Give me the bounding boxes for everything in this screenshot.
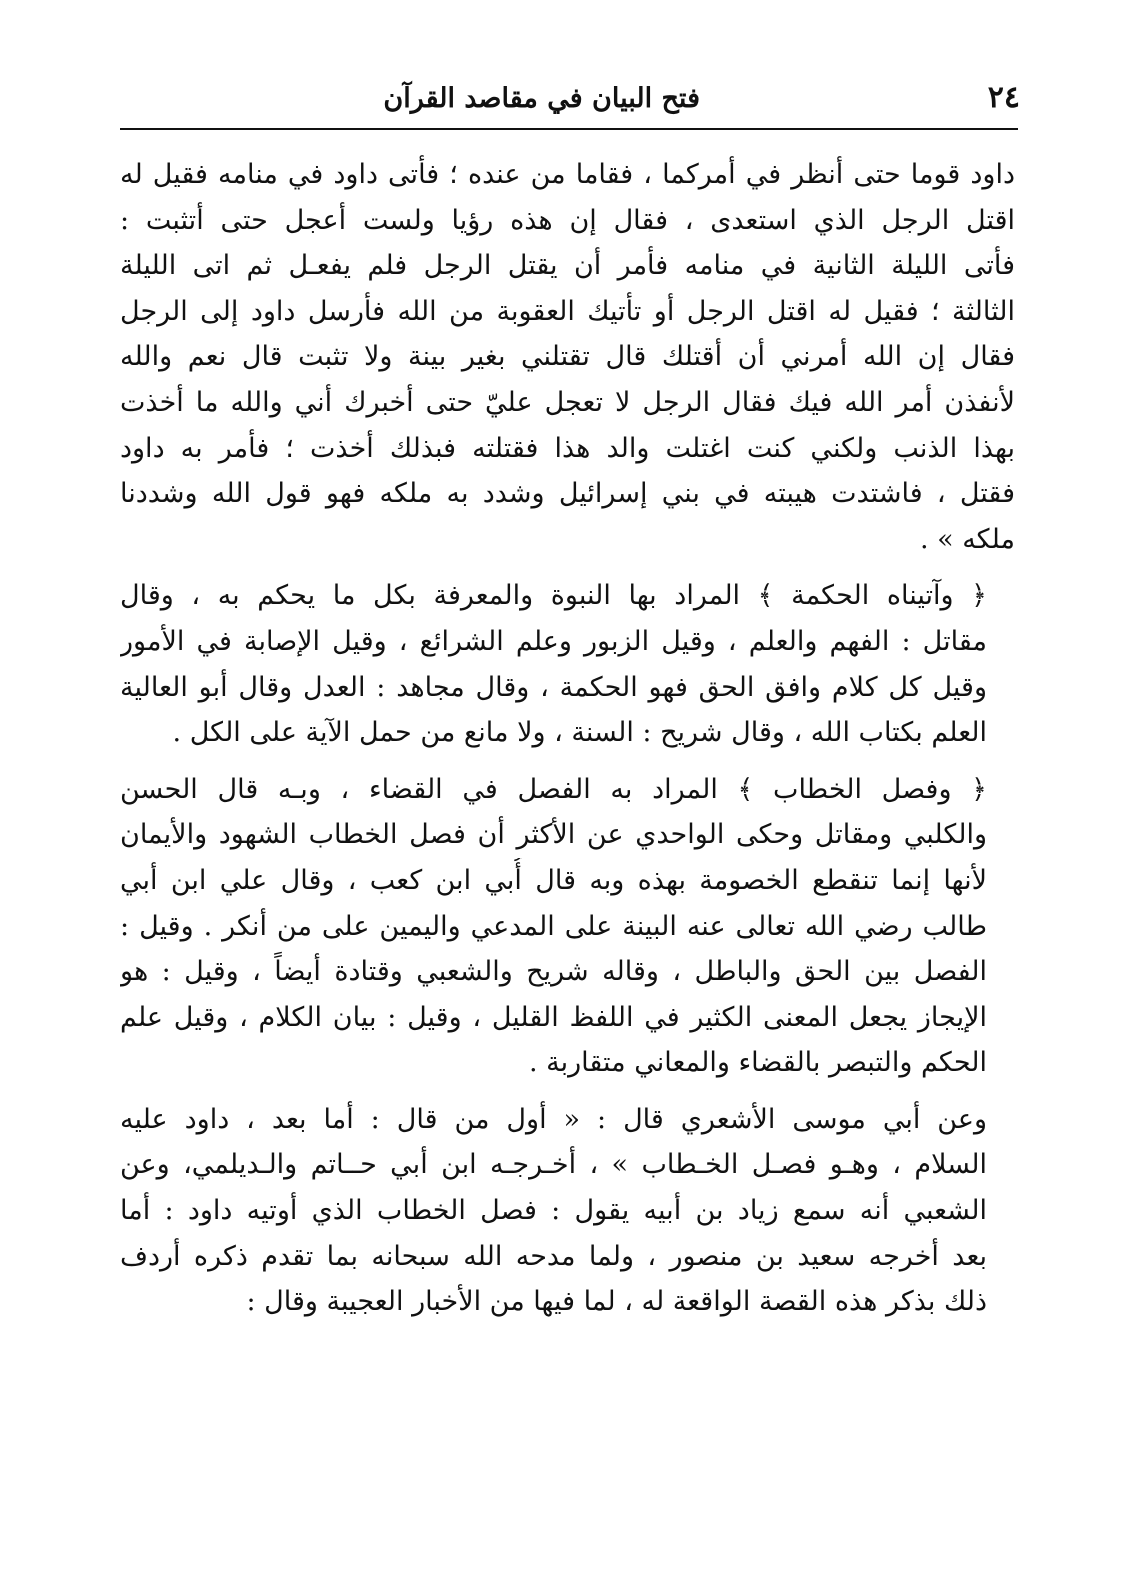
text-line: فقال إن الله أمرني أن أقتلك قال تقتلني بغير بينة ولا تثبت قال نعم والله: [120, 341, 1015, 373]
text-line: العلم بكتاب الله ، وقال شريح : السنة ، ولا مانع من حمل الآية على الكل .: [172, 717, 987, 749]
text-line: الثالثة ؛ فقيل له اقتل الرجل أو تأتيك العقوبة من الله فأرسل داود إلى الرجل: [120, 295, 1015, 327]
text-line: الإيجاز يجعل المعنى الكثير في اللفظ القليل ، وقيل : بيان الكلام ، وقيل علم: [120, 1001, 987, 1033]
text-line: داود قوما حتى أنظر في أمركما ، فقاما من عنده ؛ فأتى داود في منامه فقيل له: [120, 159, 1015, 190]
text-line: وقيل كل كلام وافق الحق فهو الحكمة ، وقال مجاهد : العدل وقال أبو العالية: [120, 671, 987, 703]
paragraph: [120, 767, 1015, 1086]
paragraph: [120, 1097, 1015, 1325]
body-text: [120, 152, 1015, 1336]
text-line: وعن أبي موسى الأشعري قال : « أول من قال : أما بعد ، داود عليه: [120, 1103, 987, 1135]
text-line: فأتى الليلة الثانية في منامه فأمر أن يقتل الرجل فلم يفعـل ثم اتى الليلة: [120, 250, 1015, 282]
text-line: السلام ، وهـو فصـل الخـطاب » ، أخـرجـه ابن أبي حــاتم والـديلمي، وعن: [120, 1149, 987, 1181]
text-line: ملكه » .: [919, 523, 1015, 555]
page-number: ٢٤: [987, 80, 1020, 115]
text-line: والكلبي ومقاتل وحكى الواحدي عن الأكثر أن فصل الخطاب الشهود والأيمان: [120, 819, 987, 851]
text-line: لأنها إنما تنقطع الخصومة بهذه وبه قال أُبي ابن كعب ، وقال علي ابن أبي: [120, 864, 987, 896]
paragraph: [120, 152, 1015, 562]
text-line: فقتل ، فاشتدت هيبته في بني إسرائيل وشدد به ملكه فهو قول الله وشددنا: [120, 478, 1015, 510]
text-line: الفصل بين الحق والباطل ، وقاله شريح والشعبي وقتادة أيضاً ، وقيل : هو: [120, 956, 987, 988]
text-line: طالب رضي الله تعالى عنه البينة على المدعي واليمين على من أنكر . وقيل :: [120, 910, 987, 942]
text-line: ﴿ وفصل الخطاب ﴾ المراد به الفصل في القضاء ، وبـه قال الحسن: [120, 773, 987, 805]
text-line: بهذا الذنب ولكني كنت اغتلت والد هذا فقتلته فبذلك أخذت ؛ فأمر به داود: [120, 432, 1015, 464]
text-line: ذلك بذكر هذه القصة الواقعة له ، لما فيها من الأخبار العجيبة وقال :: [246, 1286, 987, 1318]
running-title: فتح البيان في مقاصد القرآن: [383, 83, 700, 114]
text-line: بعد أخرجه سعيد بن منصور ، ولما مدحه الله سبحانه بما تقدم ذكره أردف: [120, 1240, 987, 1272]
header-rule: [120, 128, 1018, 130]
paragraph: [120, 573, 1015, 755]
text-line: مقاتل : الفهم والعلم ، وقيل الزبور وعلم الشرائع ، وقيل الإصابة في الأمور: [120, 625, 987, 657]
text-line: لأنفذن أمر الله فيك فقال الرجل لا تعجل عليّ حتى أخبرك أني والله ما أخذت: [120, 386, 1015, 418]
text-line: اقتل الرجل الذي استعدى ، فقال إن هذه رؤيا ولست أعجل حتى أتثبت :: [120, 204, 1015, 236]
text-line: الحكم والتبصر بالقضاء والمعاني متقاربة .: [528, 1047, 987, 1079]
page-header: [120, 78, 1020, 126]
text-line: الشعبي أنه سمع زياد بن أبيه يقول : فصل الخطاب الذي أوتيه داود : أما: [120, 1195, 987, 1227]
text-line: ﴿ وآتيناه الحكمة ﴾ المراد بها النبوة والمعرفة بكل ما يحكم به ، وقال: [120, 580, 987, 612]
